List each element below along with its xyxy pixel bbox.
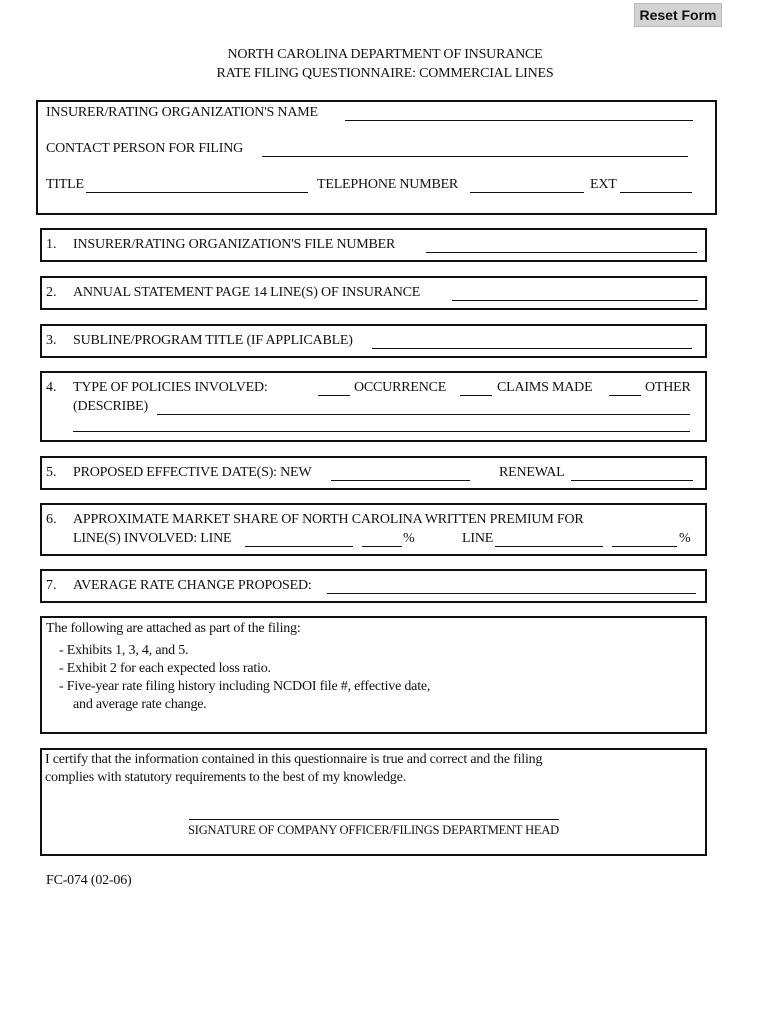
rate-change-field[interactable] <box>327 593 696 594</box>
annual-statement-label: ANNUAL STATEMENT PAGE 14 LINE(S) OF INSURANCE <box>73 285 421 300</box>
rate-change-label: AVERAGE RATE CHANGE PROPOSED: <box>73 578 312 593</box>
question-2-number: 2. <box>46 285 57 300</box>
attachment-item-3: - Five-year rate filing history including NCDOI file #, effective date, <box>59 679 431 694</box>
market-share-line-2-label: LINE <box>462 531 494 546</box>
subline-program-field[interactable] <box>372 348 692 349</box>
certification-text-line-1: I certify that the information contained in this questionnaire is true and correct and the filing <box>45 752 543 767</box>
form-department-title: NORTH CAROLINA DEPARTMENT OF INSURANCE <box>227 47 543 62</box>
describe-field-line-2[interactable] <box>73 431 690 432</box>
reset-form-button[interactable]: Reset Form <box>634 3 722 27</box>
question-5-number: 5. <box>46 465 57 480</box>
effective-date-label: PROPOSED EFFECTIVE DATE(S): NEW <box>73 465 312 480</box>
contact-person-label: CONTACT PERSON FOR FILING <box>46 141 244 156</box>
insurer-name-field[interactable] <box>345 120 693 121</box>
percent-sign-1: % <box>403 531 415 546</box>
form-title: RATE FILING QUESTIONNAIRE: COMMERCIAL LINES <box>216 66 554 81</box>
question-6-box <box>40 503 707 556</box>
form-number: FC-074 (02-06) <box>46 873 132 888</box>
market-share-percent-1-field[interactable] <box>362 546 402 547</box>
certification-text-line-2: complies with statutory requirements to the best of my knowledge. <box>45 770 407 785</box>
attachment-item-3-continued: and average rate change. <box>73 697 207 712</box>
market-share-line-label: LINE(S) INVOLVED: LINE <box>73 531 232 546</box>
subline-program-label: SUBLINE/PROGRAM TITLE (IF APPLICABLE) <box>73 333 353 348</box>
policy-type-label: TYPE OF POLICIES INVOLVED: <box>73 380 268 395</box>
annual-statement-field[interactable] <box>452 300 698 301</box>
file-number-field[interactable] <box>426 252 697 253</box>
insurer-name-label: INSURER/RATING ORGANIZATION'S NAME <box>46 105 318 120</box>
ext-label: EXT <box>590 177 617 192</box>
telephone-field[interactable] <box>470 192 584 193</box>
ext-field[interactable] <box>620 192 692 193</box>
describe-field-line-1[interactable] <box>157 414 690 415</box>
attachment-item-2: - Exhibit 2 for each expected loss ratio. <box>59 661 271 676</box>
other-checkbox-field[interactable] <box>609 395 641 396</box>
attachments-intro: The following are attached as part of the filing: <box>46 621 301 636</box>
question-3-number: 3. <box>46 333 57 348</box>
describe-label: (DESCRIBE) <box>73 399 149 414</box>
market-share-percent-2-field[interactable] <box>612 546 677 547</box>
signature-field[interactable] <box>189 819 559 820</box>
claims-made-checkbox-field[interactable] <box>460 395 492 396</box>
occurrence-checkbox-field[interactable] <box>318 395 350 396</box>
question-1-number: 1. <box>46 237 57 252</box>
question-7-number: 7. <box>46 578 57 593</box>
market-share-line-1-field[interactable] <box>245 546 353 547</box>
telephone-label: TELEPHONE NUMBER <box>317 177 459 192</box>
question-4-number: 4. <box>46 380 57 395</box>
file-number-label: INSURER/RATING ORGANIZATION'S FILE NUMBER <box>73 237 396 252</box>
question-6-number: 6. <box>46 512 57 527</box>
title-label: TITLE <box>46 177 84 192</box>
renewal-label: RENEWAL <box>499 465 565 480</box>
occurrence-label: OCCURRENCE <box>354 380 447 395</box>
signature-caption: SIGNATURE OF COMPANY OFFICER/FILINGS DEPARTMENT HEAD <box>188 823 559 837</box>
other-label: OTHER <box>645 380 691 395</box>
contact-person-field[interactable] <box>262 156 688 157</box>
claims-made-label: CLAIMS MADE <box>497 380 593 395</box>
percent-sign-2: % <box>679 531 691 546</box>
effective-date-new-field[interactable] <box>331 480 470 481</box>
attachment-item-1: - Exhibits 1, 3, 4, and 5. <box>59 643 189 658</box>
effective-date-renewal-field[interactable] <box>571 480 693 481</box>
market-share-label: APPROXIMATE MARKET SHARE OF NORTH CAROLINA WRITTEN PREMIUM FOR <box>73 512 584 527</box>
market-share-line-2-field[interactable] <box>495 546 603 547</box>
title-field[interactable] <box>86 192 308 193</box>
